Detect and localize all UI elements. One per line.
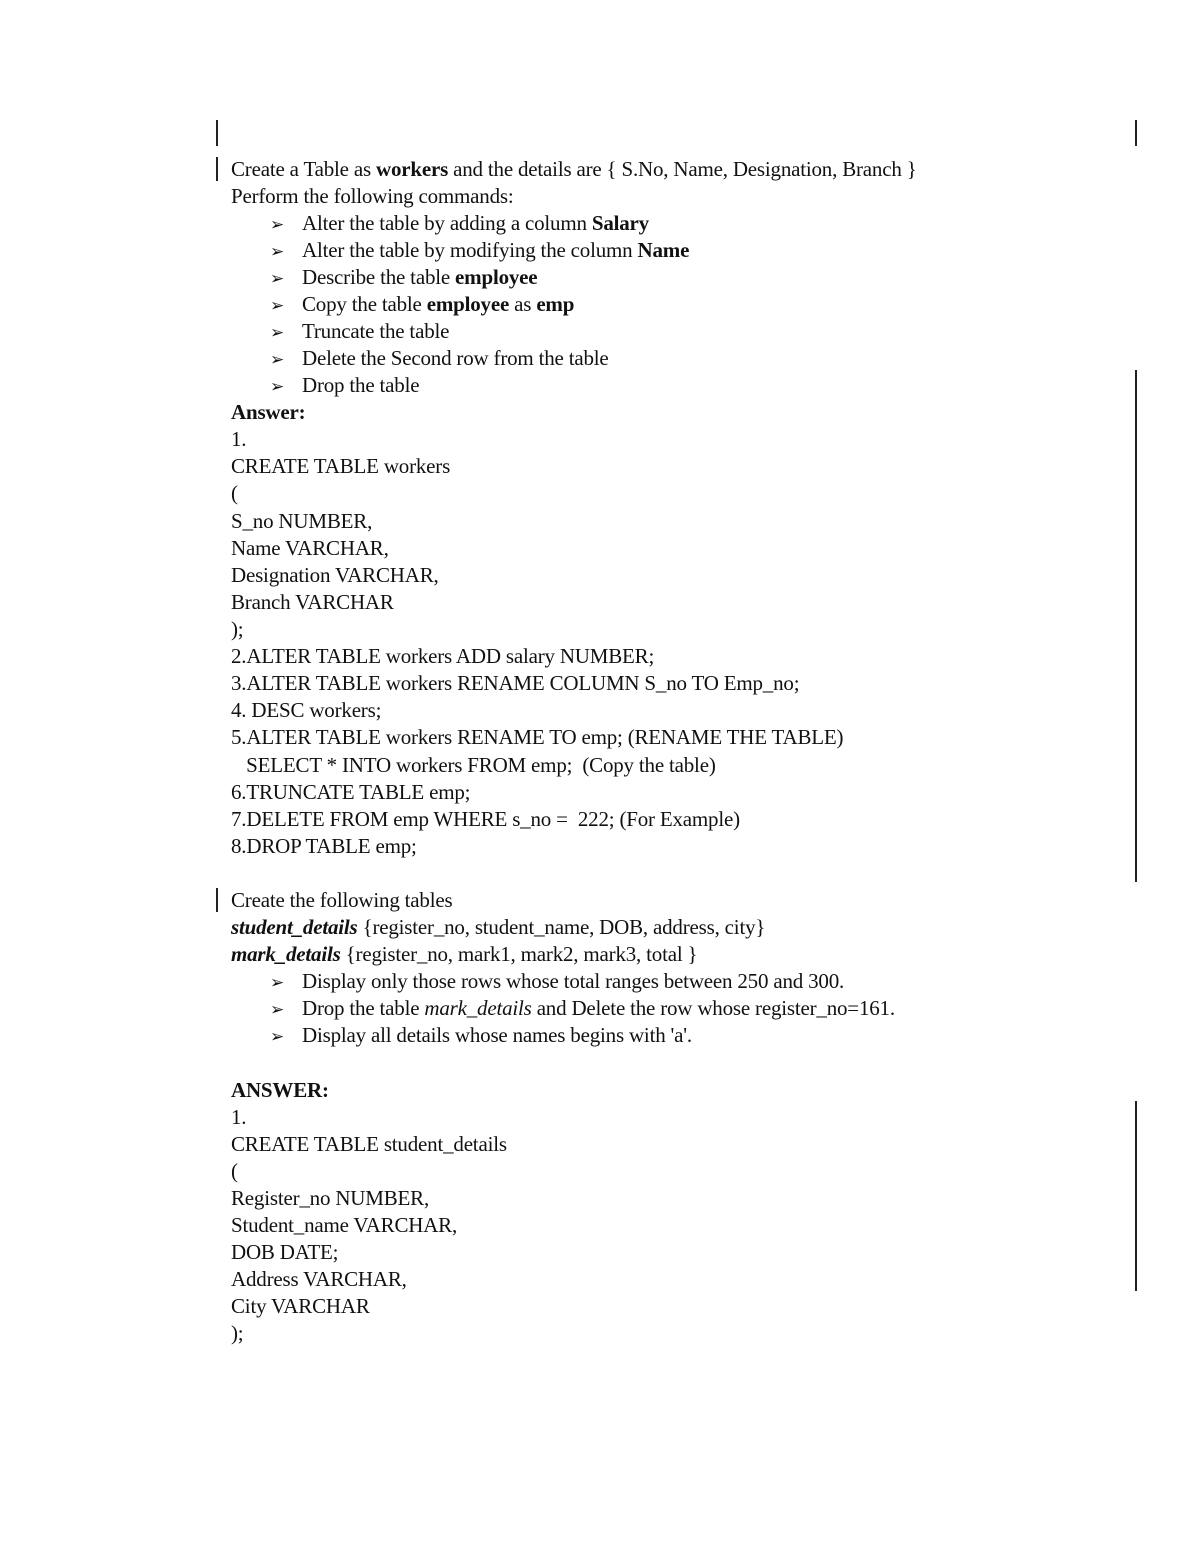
code-line: Student_name VARCHAR, xyxy=(231,1213,458,1237)
bullet-item: ➢ Display all details whose names begins with 'a'. xyxy=(270,1022,692,1051)
bullet-item: ➢ Copy the table employee as emp xyxy=(270,291,574,320)
answer-label: Answer: xyxy=(231,400,306,424)
arrow-bullet-icon: ➢ xyxy=(270,215,285,235)
code-line: 8.DROP TABLE emp; xyxy=(231,834,417,858)
bullet-item: ➢ Delete the Second row from the table xyxy=(270,345,609,374)
code-line: ); xyxy=(231,617,244,641)
answer-label: ANSWER: xyxy=(231,1078,329,1102)
bullet-item: ➢ Display only those rows whose total ranges between 250 and 300. xyxy=(270,968,844,997)
code-line: SELECT * INTO workers FROM emp; (Copy the table) xyxy=(231,753,716,777)
code-line: 5.ALTER TABLE workers RENAME TO emp; (RENAME THE TABLE) xyxy=(231,725,844,749)
table-def-line: mark_details {register_no, mark1, mark2, mark3, total } xyxy=(231,942,698,966)
code-line: ( xyxy=(231,1159,238,1183)
bullet-item: ➢ Alter the table by modifying the column Name xyxy=(270,237,689,266)
arrow-bullet-icon: ➢ xyxy=(270,973,285,993)
bullet-item: ➢ Describe the table employee xyxy=(270,264,537,293)
section2-intro: Create the following tables xyxy=(231,888,453,912)
bullet-item: ➢ Truncate the table xyxy=(270,318,449,347)
code-line: 6.TRUNCATE TABLE emp; xyxy=(231,780,471,804)
code-line: DOB DATE; xyxy=(231,1240,339,1264)
arrow-bullet-icon: ➢ xyxy=(270,242,285,262)
revision-bar xyxy=(1135,120,1137,146)
code-line: City VARCHAR xyxy=(231,1294,370,1318)
revision-bar xyxy=(216,888,218,912)
code-line: ); xyxy=(231,1321,244,1345)
code-line: Address VARCHAR, xyxy=(231,1267,407,1291)
code-line: 1. xyxy=(231,427,247,451)
table-def-line: student_details {register_no, student_name, DOB, address, city} xyxy=(231,915,766,939)
revision-bar xyxy=(1135,1101,1137,1291)
intro-line: Create a Table as workers and the details are { S.No, Name, Designation, Branch } xyxy=(231,157,917,181)
bullet-item: ➢ Drop the table mark_details and Delete the row whose register_no=161. xyxy=(270,995,895,1024)
arrow-bullet-icon: ➢ xyxy=(270,350,285,370)
code-line: 2.ALTER TABLE workers ADD salary NUMBER; xyxy=(231,644,655,668)
code-line: ( xyxy=(231,481,238,505)
arrow-bullet-icon: ➢ xyxy=(270,296,285,316)
bullet-item: ➢ Alter the table by adding a column Salary xyxy=(270,210,649,239)
code-line: Register_no NUMBER, xyxy=(231,1186,430,1210)
code-line: CREATE TABLE student_details xyxy=(231,1132,507,1156)
code-line: Name VARCHAR, xyxy=(231,536,389,560)
arrow-bullet-icon: ➢ xyxy=(270,323,285,343)
arrow-bullet-icon: ➢ xyxy=(270,1000,285,1020)
revision-bar xyxy=(216,120,218,146)
code-line: 1. xyxy=(231,1105,247,1129)
code-line: S_no NUMBER, xyxy=(231,509,373,533)
arrow-bullet-icon: ➢ xyxy=(270,1027,285,1047)
code-line: Designation VARCHAR, xyxy=(231,563,439,587)
code-line: Branch VARCHAR xyxy=(231,590,394,614)
code-line: 4. DESC workers; xyxy=(231,698,382,722)
code-line: 7.DELETE FROM emp WHERE s_no = 222; (For Example) xyxy=(231,807,740,831)
perform-line: Perform the following commands: xyxy=(231,184,514,208)
code-line: 3.ALTER TABLE workers RENAME COLUMN S_no TO Emp_no; xyxy=(231,671,800,695)
arrow-bullet-icon: ➢ xyxy=(270,269,285,289)
code-line: CREATE TABLE workers xyxy=(231,454,451,478)
revision-bar xyxy=(1135,370,1137,882)
revision-bar xyxy=(216,157,218,181)
arrow-bullet-icon: ➢ xyxy=(270,377,285,397)
bullet-item: ➢ Drop the table xyxy=(270,372,419,401)
